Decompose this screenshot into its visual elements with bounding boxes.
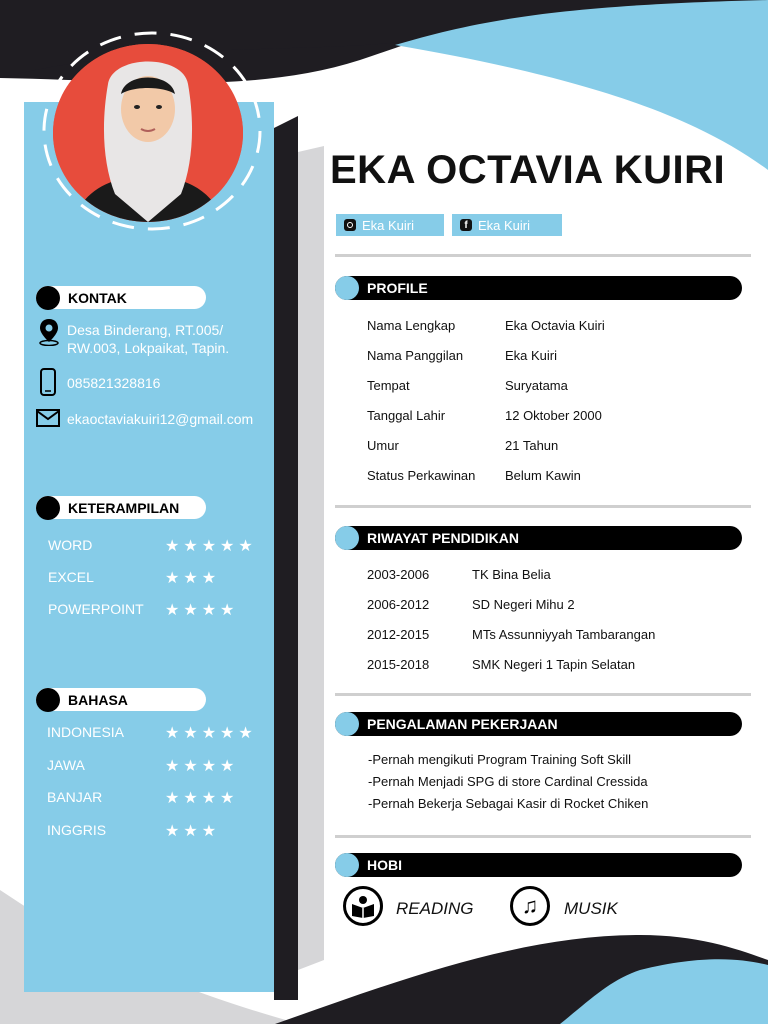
profile-value: 21 Tahun <box>505 438 559 453</box>
experience-item: -Pernah mengikuti Program Training Soft Skill <box>368 752 632 767</box>
email-address[interactable]: ekaoctaviakuiri12@gmail.com <box>67 411 254 427</box>
profile-section-header <box>335 276 742 300</box>
language-label: BANJAR <box>47 789 103 805</box>
hobby-label: MUSIK <box>564 899 618 918</box>
skill-rating: ★★★★★ <box>165 538 257 555</box>
facebook-badge[interactable] <box>452 214 562 236</box>
experience-item: -Pernah Bekerja Sebagai Kasir di Rocket Chiken <box>368 796 649 811</box>
education-school: SMK Negeri 1 Tapin Selatan <box>472 657 636 672</box>
hobby-section-header <box>335 853 742 877</box>
language-label: INGGRIS <box>47 822 107 838</box>
profile-label: Nama Panggilan <box>367 348 464 363</box>
profile-photo <box>53 44 243 222</box>
hobby-label: READING <box>396 899 474 918</box>
facebook-icon: f <box>460 219 472 231</box>
profile-label: Status Perkawinan <box>367 468 476 483</box>
profile-value: Eka Octavia Kuiri <box>505 318 605 333</box>
phone-icon <box>40 368 56 396</box>
skill-label: EXCEL <box>48 569 94 585</box>
section-title: KETERAMPILAN <box>68 500 180 516</box>
profile-label: Umur <box>367 438 399 453</box>
profile-value: Belum Kawin <box>505 468 581 483</box>
kontak-header <box>36 286 206 309</box>
instagram-badge[interactable] <box>336 214 444 236</box>
profile-value: Eka Kuiri <box>505 348 558 363</box>
education-school: SD Negeri Mihu 2 <box>472 597 575 612</box>
skill-rating: ★★★ <box>165 570 221 587</box>
skill-rating: ★★★★ <box>165 602 239 619</box>
section-title: HOBI <box>367 857 402 873</box>
email-icon <box>36 409 60 427</box>
profile-value: 12 Oktober 2000 <box>505 408 602 423</box>
education-years: 2015-2018 <box>367 657 430 672</box>
reading-icon <box>343 886 383 926</box>
section-dot <box>36 286 60 310</box>
section-dot <box>335 712 359 736</box>
instagram-icon <box>344 219 356 231</box>
person-illustration <box>53 44 243 222</box>
divider <box>335 505 751 508</box>
language-rating: ★★★★★ <box>165 725 257 742</box>
section-title: BAHASA <box>68 692 128 708</box>
phone-number: 085821328816 <box>67 375 161 391</box>
experience-section-header <box>335 712 742 736</box>
education-years: 2012-2015 <box>367 627 430 642</box>
section-dot <box>36 688 60 712</box>
education-section-header <box>335 526 742 550</box>
section-title: KONTAK <box>68 290 127 306</box>
section-dot <box>335 276 359 300</box>
skill-label: WORD <box>48 537 93 553</box>
profile-label: Nama Lengkap <box>367 318 456 333</box>
experience-item: -Pernah Menjadi SPG di store Cardinal Cressida <box>368 774 648 789</box>
instagram-handle: Eka Kuiri <box>362 217 415 233</box>
divider <box>335 835 751 838</box>
divider <box>335 693 751 696</box>
education-years: 2006-2012 <box>367 597 430 612</box>
section-title: PROFILE <box>367 280 428 296</box>
divider <box>335 254 751 257</box>
facebook-handle: Eka Kuiri <box>478 217 531 233</box>
location-pin-icon <box>38 318 60 346</box>
address-line: Desa Binderang, RT.005/ <box>67 322 224 338</box>
profile-label: Tempat <box>367 378 410 393</box>
skill-label: POWERPOINT <box>48 601 144 617</box>
language-rating: ★★★ <box>165 823 221 840</box>
section-title: RIWAYAT PENDIDIKAN <box>367 530 519 546</box>
education-years: 2003-2006 <box>367 567 430 582</box>
keterampilan-header <box>36 496 206 519</box>
bahasa-header <box>36 688 206 711</box>
language-rating: ★★★★ <box>165 758 239 775</box>
section-dot <box>335 526 359 550</box>
language-label: JAWA <box>47 757 85 773</box>
profile-value: Suryatama <box>505 378 568 393</box>
section-dot <box>36 496 60 520</box>
address-line: RW.003, Lokpaikat, Tapin. <box>67 340 230 356</box>
language-rating: ★★★★ <box>165 790 239 807</box>
section-title: PENGALAMAN PEKERJAAN <box>367 716 558 732</box>
education-school: TK Bina Belia <box>472 567 551 582</box>
profile-label: Tanggal Lahir <box>367 408 446 423</box>
education-school: MTs Assunniyyah Tambarangan <box>472 627 656 642</box>
language-label: INDONESIA <box>47 724 125 740</box>
candidate-name: EKA OCTAVIA KUIRI <box>330 148 726 192</box>
section-dot <box>335 853 359 877</box>
music-icon: ♫ <box>510 886 550 926</box>
